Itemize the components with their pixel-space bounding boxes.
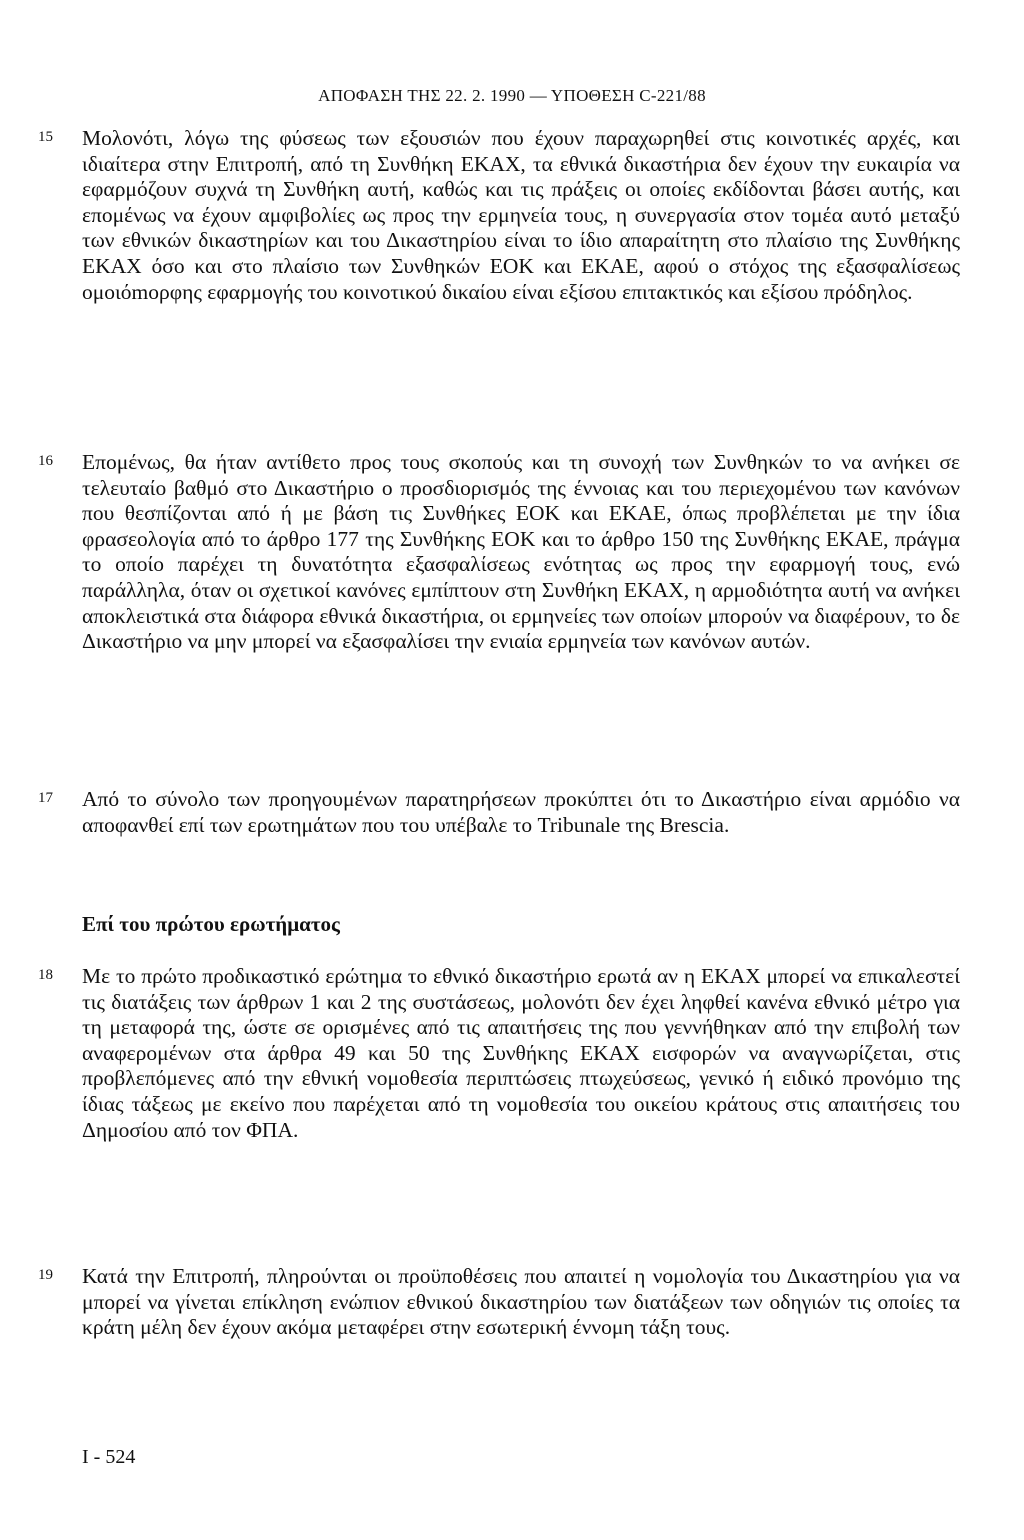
paragraph-text: Μολονότι, λόγω της φύσεως των εξουσιών που έχουν παραχωρηθεί στις κοινοτικές αρχές, και ιδιαίτερα στην Επιτροπή, από τη Συνθήκη ΕΚΑΧ, τα εθνικά δικαστήρια δεν έχουν την ευκαιρία να εφαρμόζουν συχνά τη Συνθήκη αυτή, καθώς και τις πράξεις οι οποίες εκδίδονται βάσει αυτής, και επομένως να έχουν αμφιβολίες ως προς την ερμηνεία τους, η συνεργασία στον τομέα αυτό μεταξύ των εθνικών δικαστηρίων και του Δικαστηρίου είναι το ίδιο απαραίτητη στο πλαίσιο της Συνθήκης ΕΚΑΧ όσο και στο πλαίσιο των Συνθηκών ΕΟΚ και ΕΚΑΕ, αφού ο στόχος της εξασφαλίσεως ομοιόmορφης εφαρμογής του κοινοτικού δικαίου είναι εξίσου επιτακτικός και εξίσου πρόδηλος. bbox=[82, 126, 960, 304]
section-heading: Επί του πρώτου ερωτήματος bbox=[82, 912, 340, 936]
running-header: ΑΠΟΦΑΣΗ ΤΗΣ 22. 2. 1990 — ΥΠΟΘΕΣΗ C-221/88 bbox=[318, 86, 706, 105]
paragraph-number: 19 bbox=[38, 1267, 53, 1283]
paragraph-text: Από το σύνολο των προηγουμένων παρατηρήσεων προκύπτει ότι το Δικαστήριο είναι αρμόδιο να αποφανθεί επί των ερωτημάτων που του υπέβαλε το Tribunale της Brescia. bbox=[82, 787, 960, 837]
paragraph-number: 16 bbox=[38, 453, 53, 469]
page-number: I - 524 bbox=[82, 1446, 136, 1468]
paragraph-number: 18 bbox=[38, 967, 53, 983]
paragraph-text: Κατά την Επιτροπή, πληρούνται οι προϋποθέσεις που απαιτεί η νομολογία του Δικαστηρίου για να μπορεί να γίνεται επίκληση ενώπιον εθνικού δικαστηρίου των διατάξεων των οδηγιών τις οποίες τα κράτη μέλη δεν έχουν ακόμα μεταφέρει στην εσωτερική έννομη τάξη τους. bbox=[82, 1264, 960, 1340]
paragraph-number: 15 bbox=[38, 129, 53, 145]
paragraph-text: Επομένως, θα ήταν αντίθετο προς τους σκοπούς και τη συνοχή των Συνθηκών το να ανήκει σε τελευταίο βαθμό στο Δικαστήριο ο προσδιορισμός της έννοιας και του περιεχομένου των κανόνων που θεσπίζονται από ή με βάση τις Συνθήκες ΕΟΚ και ΕΚΑΕ, όπως προβλέπεται με την ίδια φρασεολογία από το άρθρο 177 της Συνθήκης ΕΟΚ και το άρθρο 150 της Συνθήκης ΕΚΑΕ, πράγμα το οποίο παρέχει τη δυνατότητα εξασφαλίσεως ενότητας ως προς την εφαρμογή τους, ενώ παράλληλα, όταν οι σχετικοί κανόνες εμπίπτουν στη Συνθήκη ΕΚΑΧ, η αρμοδιότητα αυτή να ανήκει αποκλειστικά στα διάφορα εθνικά δικαστήρια, οι ερμηνείες των οποίων μπορούν να διαφέρουν, το δε Δικαστήριο να μην μπορεί να εξασφαλίσει την ενιαία ερμηνεία των κανόνων αυτών. bbox=[82, 450, 960, 654]
paragraph-number: 17 bbox=[38, 790, 53, 806]
paragraph-text: Με το πρώτο προδικαστικό ερώτημα το εθνικό δικαστήριο ερωτά αν η ΕΚΑΧ μπορεί να επικαλεστεί τις διατάξεις των άρθρων 1 και 2 της συστάσεως, μολονότι δεν έχει ληφθεί κανένα εθνικό μέτρο για τη μεταφορά της, ώστε σε ορισμένες από τις απαιτήσεις της που γεννήθηκαν από την επιβολή των αναφερομένων στα άρθρα 49 και 50 της Συνθήκης ΕΚΑΧ εισφορών να αναγνωρίζεται, στις προβλεπόμενες από την εθνική νομοθεσία περιπτώσεις πτωχεύσεως, γενικό ή ειδικό προνόμιο της ίδιας τάξεως με εκείνο που παρέχεται από τη νομοθεσία του οικείου κράτους στις απαιτήσεις του Δημοσίου από τον ΦΠΑ. bbox=[82, 964, 960, 1142]
